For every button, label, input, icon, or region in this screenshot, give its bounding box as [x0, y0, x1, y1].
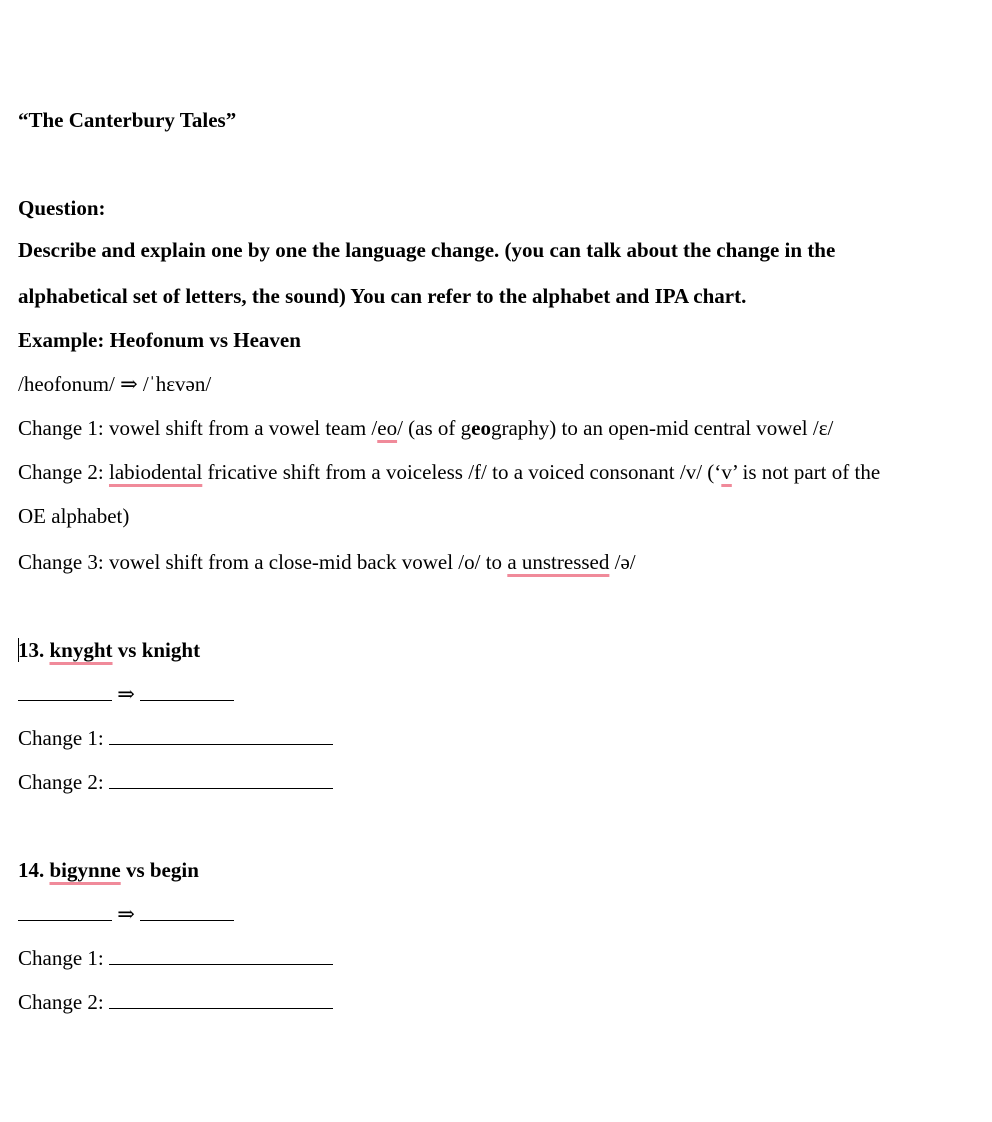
example-change-1	[18, 415, 833, 441]
example-change-2-line-2: OE alphabet)	[18, 504, 130, 528]
question-text-line-2: alphabetical set of letters, the sound) You can refer to the alphabet and IPA chart.	[18, 284, 747, 308]
item-13-arrow: ⇒	[117, 682, 135, 706]
item-13-transcription-row	[18, 681, 234, 707]
example-change-3	[18, 549, 636, 575]
item-14-heading	[18, 857, 199, 883]
item-13-change-2	[18, 769, 333, 795]
item-13-old-blank[interactable]	[18, 682, 112, 701]
question-label: Question:	[18, 196, 106, 220]
change-1-suffix: graphy) to an open-mid central vowel /ɛ/	[490, 416, 834, 440]
item-13-change-2-blank[interactable]	[109, 770, 333, 789]
item-14-change-2-blank[interactable]	[109, 990, 333, 1009]
item-14-rest: vs begin	[120, 858, 199, 882]
item-14-change-1-blank[interactable]	[109, 946, 333, 965]
item-13-change-1-blank[interactable]	[109, 726, 333, 745]
change-2-suffix: ’ is not part of the	[731, 460, 881, 484]
document-title: “The Canterbury Tales”	[18, 108, 237, 132]
item-13-change-1	[18, 725, 333, 751]
spell-marked-labiodental[interactable]: labiodental	[108, 460, 203, 484]
example-transcription: /heofonum/ ⇒ /ˈhɛvən/	[18, 372, 212, 396]
item-14-change-1-label: Change 1:	[18, 946, 104, 970]
item-13-rest: vs knight	[112, 638, 201, 662]
spell-marked-v[interactable]: v	[721, 460, 732, 484]
item-13-new-blank[interactable]	[140, 682, 234, 701]
item-13-heading	[18, 637, 200, 663]
change-1-mid: / (as of g	[397, 416, 472, 440]
spell-marked-a-unstressed[interactable]: a unstressed	[507, 550, 610, 574]
item-13-number: 13.	[18, 638, 45, 662]
spell-marked-knyght[interactable]: knyght	[49, 638, 113, 662]
change-1-prefix: Change 1: vowel shift from a vowel team /	[18, 416, 378, 440]
item-14-change-2-label: Change 2:	[18, 990, 104, 1014]
change-1-bold-eo: eo	[471, 416, 491, 440]
item-13-change-2-label: Change 2:	[18, 770, 104, 794]
example-heading: Example: Heofonum vs Heaven	[18, 328, 301, 352]
change-3-suffix: /ə/	[609, 550, 636, 574]
question-text-line-1: Describe and explain one by one the language change. (you can talk about the change in the	[18, 238, 836, 262]
item-14-change-2	[18, 989, 333, 1015]
example-change-2	[18, 459, 880, 485]
item-13-change-1-label: Change 1:	[18, 726, 104, 750]
item-14-arrow: ⇒	[117, 902, 135, 926]
item-14-new-blank[interactable]	[140, 902, 234, 921]
spell-marked-eo[interactable]: eo	[377, 416, 398, 440]
item-14-number: 14.	[18, 858, 45, 882]
item-14-transcription-row	[18, 901, 234, 927]
item-14-change-1	[18, 945, 333, 971]
change-2-mid: fricative shift from a voiceless /f/ to a voiced consonant /v/ (‘	[202, 460, 722, 484]
spell-marked-bigynne[interactable]: bigynne	[49, 858, 121, 882]
item-14-old-blank[interactable]	[18, 902, 112, 921]
change-3-prefix: Change 3: vowel shift from a close-mid back vowel /o/ to	[18, 550, 508, 574]
change-2-prefix: Change 2:	[18, 460, 109, 484]
